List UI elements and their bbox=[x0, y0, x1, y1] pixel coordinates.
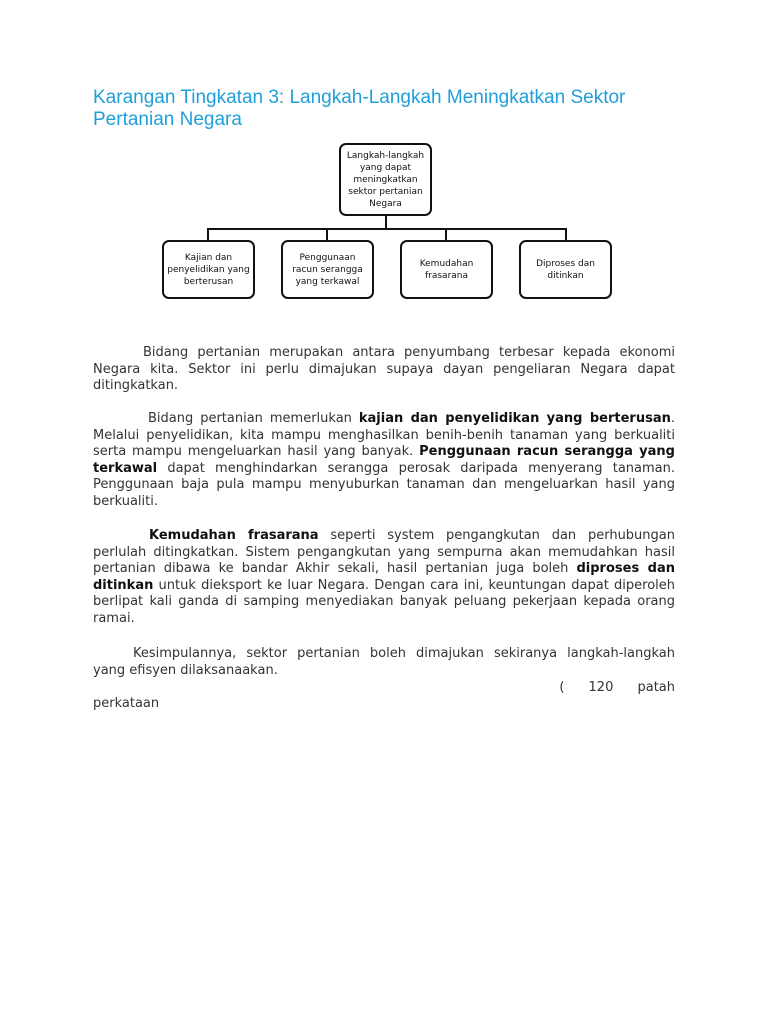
p2-bold-research: kajian dan penyelidikan yang berterusan bbox=[358, 411, 671, 426]
concept-diagram bbox=[0, 0, 768, 320]
p2-text-c: . Melalui penyelidikan, kita mampu menghasilkan benih-benih tanaman yang berkualiti serta mampu mengeluarkan hasil yang banyak. bbox=[93, 411, 675, 459]
paragraph-conclusion bbox=[93, 646, 675, 679]
p2-text-e: dapat menghindarkan serangga perosak daripada menyerang tanaman. Penggunaan baja pula mampu menyuburkan tanaman dan mengeluarkan hasil yang berkualiti. bbox=[93, 460, 675, 509]
diagram-child-box-3 bbox=[400, 240, 493, 299]
word-count-line bbox=[93, 680, 675, 697]
page-title: Karangan Tingkatan 3: Langkah-Langkah Meningkatkan Sektor Pertanian Negara bbox=[93, 87, 626, 130]
horizontal-connector-line bbox=[207, 228, 567, 230]
paragraph-intro-text: Bidang pertanian merupakan antara penyumbang terbesar kepada ekonomi Negara kita. Sektor ini perlu dimajukan supaya dayan pengeliaran Negara dapat ditingkatkan. bbox=[93, 345, 675, 393]
p3-text-b: seperti system pengangkutan dan perhubungan perlulah ditingkatkan. Sistem pengangkutan yang sempurna akan memudahkan hasil pertanian dibawa ke bandar Akhir sekali, hasil pertanian juga boleh bbox=[93, 528, 675, 576]
word-count-line-2 bbox=[93, 696, 675, 713]
p2-text-a: Bidang pertanian memerlukan bbox=[148, 411, 359, 426]
paragraph-research bbox=[93, 411, 675, 510]
diagram-root-box bbox=[339, 143, 432, 216]
paragraph-infrastructure bbox=[93, 528, 675, 627]
word-count-text-2: perkataan bbox=[93, 696, 160, 711]
p3-bold-infrastructure: Kemudahan frasarana bbox=[149, 528, 319, 543]
word-count-text: ( 120 patah bbox=[559, 680, 675, 695]
diagram-child-label-1: Kajian dan penyelidikan yang berterusan bbox=[167, 252, 250, 287]
p3-text-d: untuk dieksport ke luar Negara. Dengan cara ini, keuntungan dapat diperoleh berlipat kali ganda di samping menyediakan banyak peluang pekerjaan kepada orang ramai. bbox=[93, 577, 675, 626]
diagram-child-label-3: Kemudahan frasarana bbox=[419, 258, 474, 281]
paragraph-intro bbox=[93, 345, 675, 395]
diagram-child-box-4 bbox=[519, 240, 612, 299]
diagram-child-box-1 bbox=[162, 240, 255, 299]
p3-bold-processing: diproses dan ditinkan bbox=[93, 561, 676, 593]
diagram-child-box-2 bbox=[281, 240, 374, 299]
diagram-child-label-2: Penggunaan racun serangga yang terkawal bbox=[292, 252, 363, 287]
diagram-root-label: Langkah-langkah yang dapat meningkatkan sektor pertanian Negara bbox=[346, 150, 425, 209]
paragraph-conclusion-text: Kesimpulannya, sektor pertanian boleh dimajukan sekiranya langkah-langkah yang efisyen dilaksanaakan. bbox=[93, 646, 675, 678]
diagram-child-label-4: Diproses dan ditinkan bbox=[536, 258, 595, 281]
p2-bold-pesticide: Penggunaan racun serangga yang terkawal bbox=[93, 444, 675, 476]
